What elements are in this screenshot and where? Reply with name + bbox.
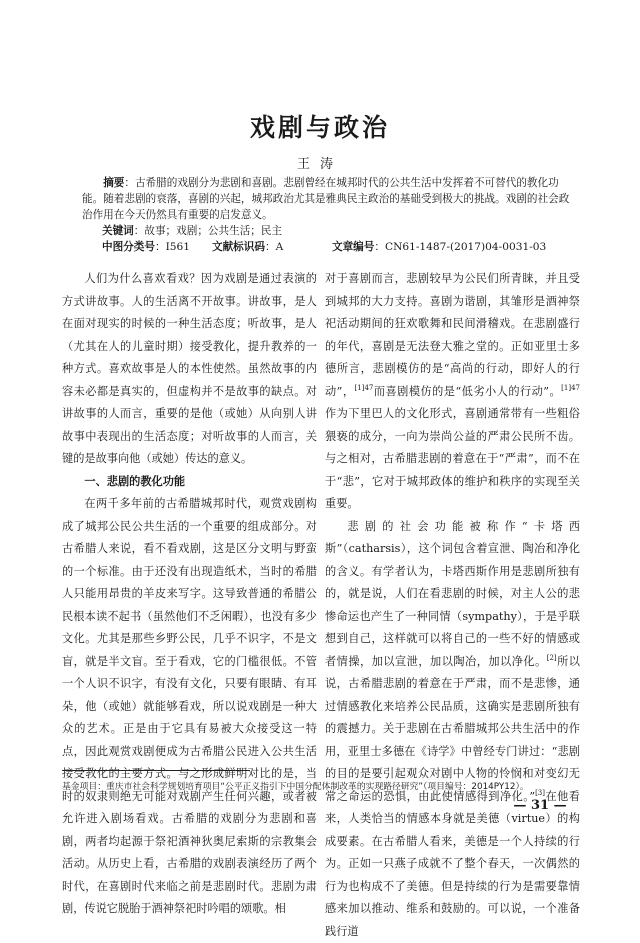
page-number: — 31 — xyxy=(500,798,580,813)
abstract-colon: ： xyxy=(124,177,135,189)
paragraph: 人们为什么喜欢看戏？因为戏剧是通过表演的方式讲故事。人的生活离不开故事。讲故事，是人在面对现实的时候的一种生活态度；听故事，是人（尤其在人的儿童时期）接受教化，提升教养的一种方式。喜欢故事是人的本性使然。虽然故事的内容未必都是真实的，但虚构并不是故事的缺点。对讲故事的人而言，重要的是他（或她）从向别人讲故事中表现出的生活态度；对听故事的人而言，关键的是故事向他（或她）传达的意义。 xyxy=(62,268,317,471)
doc-code-value: A xyxy=(276,241,284,253)
footnote-divider xyxy=(62,770,250,771)
clc-number: 中图分类号：I561 xyxy=(102,239,212,254)
paragraph: 在两千多年前的古希腊城邦时代，观赏戏剧构成了城邦公民公共生活的一个重要的组成部分。对古希腊人来说，看不看戏剧，这是区分文明与野蛮的一个标准。由于还没有出现造纸术，当时的希腊人只能用昂贵的羊皮来写字。这导致普通的希腊公民根本读不起书（虽然他们不乏闲暇），也没有多少文化。尤其是那些乡野公民，几乎不识字，不是文盲，就是半文盲。至于看戏，它的门槛很低。不管一个人识不识字，有没有文化，只要有眼睛、有耳朵，他（或她）就能够看戏，所以说戏剧是一种大众的艺术。正是由于它具有易被大众接受这一特点，因此观赏戏剧便成为古希腊公民进入公共生活接受教化的主要方式。与之形成鲜明对比的是，当时的奴隶则绝无可能对戏剧产生任何兴趣，或者被允许进入剧场看戏。古希腊的戏剧分为悲剧和喜剧，两者均起源于祭祀酒神狄奥尼索斯的宗教集会活动。从历史上看，古希腊的戏剧表演经历了两个时代，在喜剧时代来临之前是悲剧时代。悲剧为肃剧，传说它脱胎于酒神祭祀时吟唱的颂歌。相 xyxy=(62,493,317,921)
section-heading: 一、悲剧的教化功能 xyxy=(62,471,317,494)
article-author: 王涛 xyxy=(0,153,640,172)
paragraph-text: 作为下里巴人的文化形式，喜剧通常带有一些粗俗猥亵的成分，一向为崇尚公益的严肃公民所不齿。与之相对，古希腊悲剧的着意在于“严肃”，而不在于“悲”，它对于城邦政体的维护和秩序的实现至关重要。 xyxy=(325,407,580,510)
citation[interactable]: [1]47 xyxy=(355,384,374,392)
citation[interactable]: [3] xyxy=(535,789,545,797)
article-no-value: CN61-1487-(2017)04-0031-03 xyxy=(385,241,546,253)
abstract xyxy=(82,175,572,223)
paragraph-text: 所以说，古希腊悲剧的着意在于严肃，而不是悲惨，通过情感教化来培养公民品质，这确实是悲剧所独有的震撼力。关于悲剧在古希腊城邦公共生活中的作用，亚里士多德在《诗学》中曾经专门讲过：“悲剧的目的是要引起观众对剧中人物的怜悯和对变幻无常之命运的恐惧，由此使情感得到净化。” xyxy=(325,655,580,803)
keywords-label: 关键词 xyxy=(102,225,134,237)
article-number: 文章编号：CN61-1487-(2017)04-0031-03 xyxy=(332,239,546,254)
body-column-left xyxy=(62,268,317,921)
citation[interactable]: [2] xyxy=(547,654,557,662)
citation[interactable]: [1]47 xyxy=(561,384,580,392)
paragraph-text: 而喜剧模仿的是“低劣小人的行动”。 xyxy=(373,385,561,398)
keywords xyxy=(102,223,282,238)
clc-label: 中图分类号 xyxy=(102,241,155,253)
funding-footnote: 基金项目：重庆市社会科学规划培育项目“公平正义指引下中国分配体制改革的实现路径研究”（项目编号：2014PY12）。 xyxy=(62,779,602,792)
doc-code-label: 文献标识码 xyxy=(212,241,265,253)
paragraph xyxy=(325,268,580,516)
article-no-label: 文章编号 xyxy=(332,241,374,253)
body-column-right xyxy=(325,268,580,943)
keywords-colon: ： xyxy=(134,225,145,237)
abstract-text: 古希腊的戏剧分为悲剧和喜剧。悲剧曾经在城邦时代的公共生活中发挥着不可替代的教化功能。随着悲剧的衰落，喜剧的兴起，城邦政治尤其是雅典民主政治的基础受到极大的挑战。戏剧的社会政治作用在今天仍然具有重要的启发意义。 xyxy=(82,177,569,221)
document-code: 文献标识码：A xyxy=(212,239,332,254)
article-title: 戏剧与政治 xyxy=(0,108,640,144)
article-meta xyxy=(102,239,582,254)
paragraph-text: 对于喜剧而言，悲剧较早为公民们所青睐，并且受到城邦的大力支持。喜剧为谐剧，其雏形是酒神祭祀活动期间的狂欢歌舞和民间滑稽戏。在悲剧盛行的年代，喜剧是无法登大雅之堂的。正如亚里士多德所言，悲剧模仿的是“高尚的行动，即好人的行动”， xyxy=(325,272,580,398)
clc-value: I561 xyxy=(166,241,190,253)
paragraph-text: 在他看来，人类恰当的情感本身就是美德（virtue）的构成要素。在古希腊人看来，美德是一个人持续的行为。正如一只燕子成就不了整个春天，一次偶然的行为也构成不了美德。但是持续的行为是需要靠情感来加以推动、维系和鼓励的。可以说，一个准备践行道 xyxy=(325,790,580,938)
abstract-label: 摘要 xyxy=(103,177,124,189)
keywords-text: 故事；戏剧；公共生活；民主 xyxy=(144,225,282,237)
paragraph xyxy=(325,516,580,943)
paragraph-text: 悲剧的社会功能被称作“卡塔西斯”（catharsis），这个词包含着宣泄、陶冶和净化的含义。有学者认为，卡塔西斯作用是悲剧所独有的，就是说，人们在看悲剧的时候，对主人公的悲惨命运也产生了一种同情（sympathy），于是乎联想到自己，这样就可以将自己的一些不好的情感或者情操，加以宣泄，加以陶冶，加以净化。 xyxy=(325,520,580,668)
